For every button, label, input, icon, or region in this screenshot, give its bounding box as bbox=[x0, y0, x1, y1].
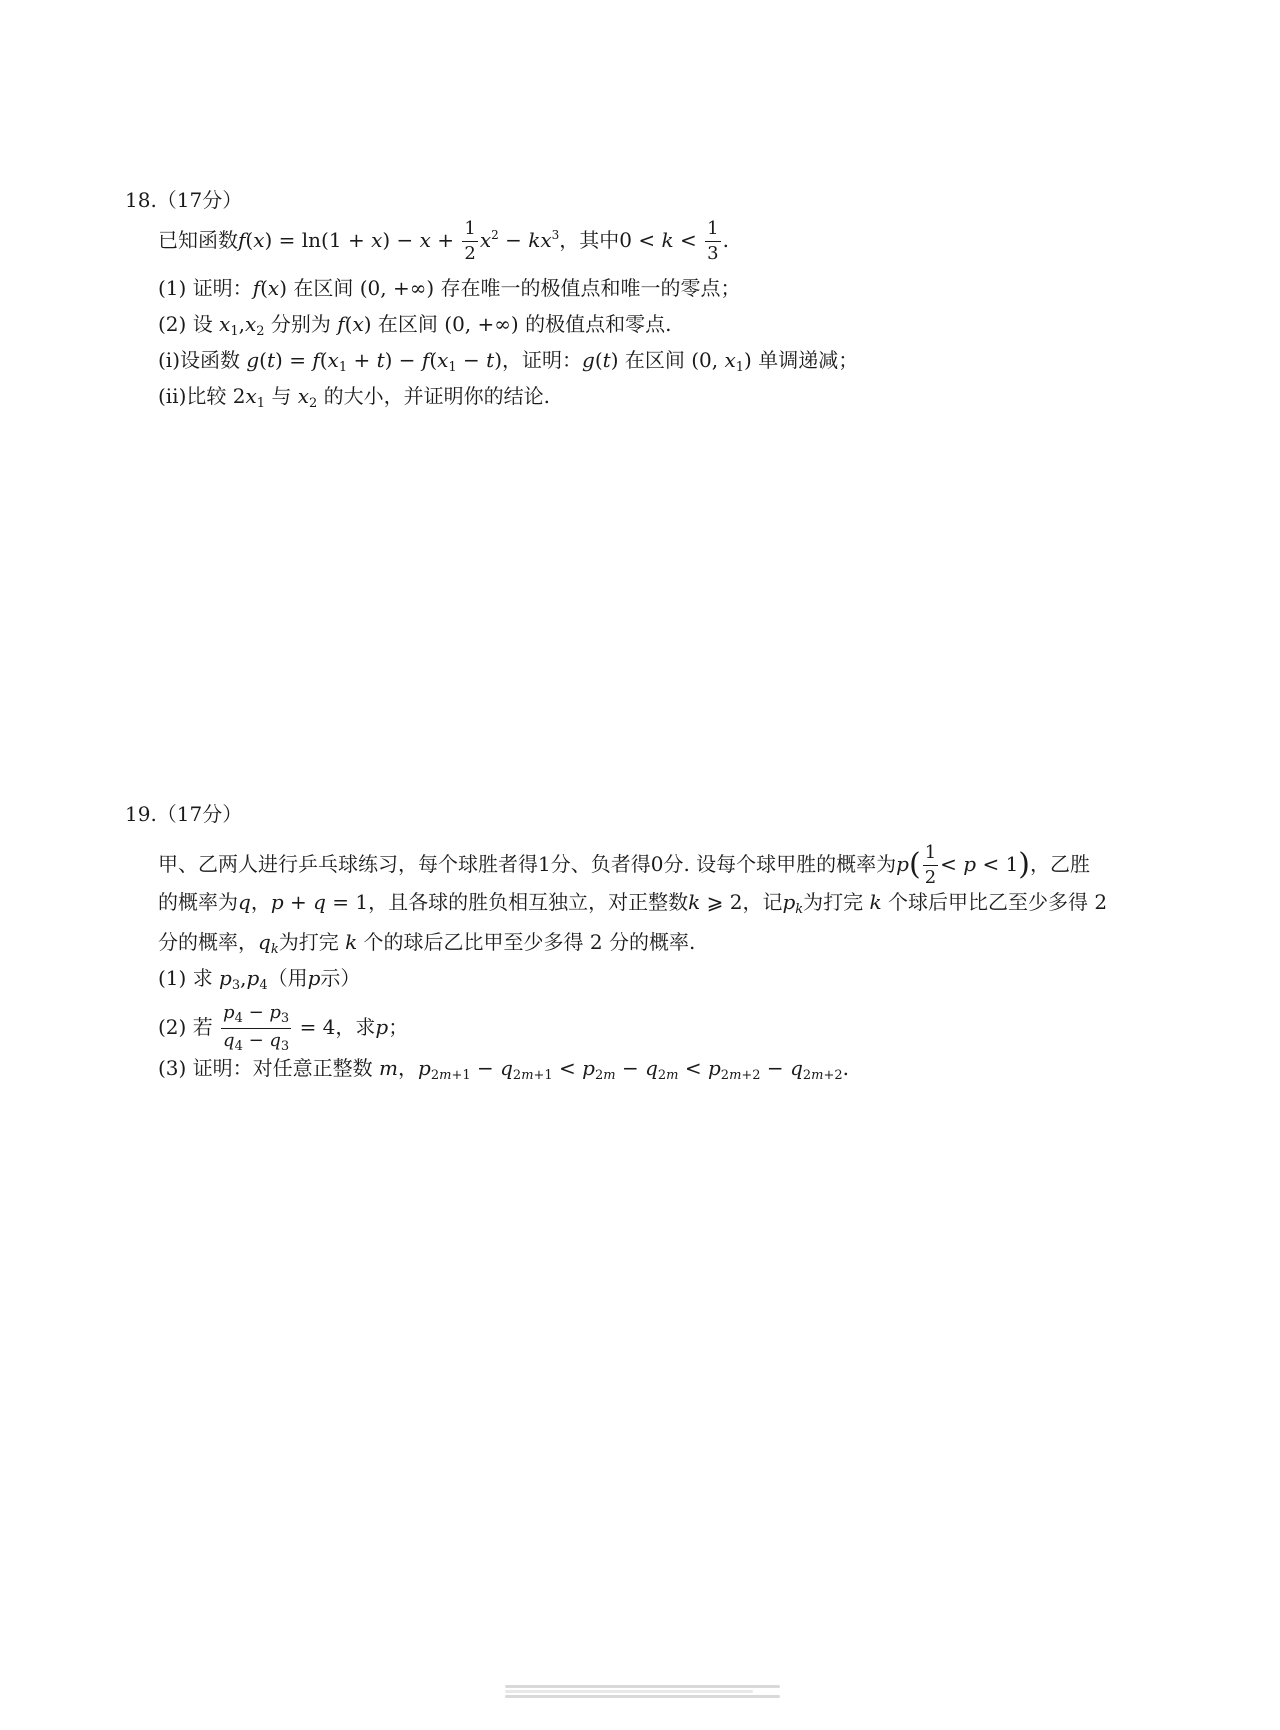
problem-19-line-1: 甲、乙两人进行乒乓球练习，每个球胜者得1分、负者得0分. 设每个球甲胜的概率为p( $\frac{1}{2}$ < p < 1)，乙胜 bbox=[158, 842, 1091, 888]
fraction-one-half-19: $\frac{1}{2}$ bbox=[924, 842, 937, 888]
problem-18-part-2-ii: (ⅱ)比较 $2x_1$ 与 $x_2$ 的大小，并证明你的结论. bbox=[158, 384, 551, 411]
problem-19-part-1: (1) 求 $p_3,p_4$（用p示） bbox=[158, 966, 361, 993]
statement-text-2: ，其中 bbox=[559, 228, 620, 252]
problem-18 bbox=[125, 186, 1155, 411]
problem-18-part-1: (1) 证明：f(x) 在区间 (0, +∞) 存在唯一的极值点和唯一的零点； bbox=[158, 276, 741, 300]
problem-19-line-3: 分的概率，$q_k$为打完 k 个的球后乙比甲至少多得 2 分的概率. bbox=[158, 930, 696, 957]
fraction-one-half: $\frac{1}{2}$ bbox=[464, 218, 476, 264]
problem-19-part-3: (3) 证明：对任意正整数 m，$p_{2m+1} - q_{2m+1} < p_{2m} - q_{2m} < p_{2m+2} - q_{2m+2}$. bbox=[158, 1056, 850, 1083]
problem-18-part-2-i: (ⅰ)设函数 $g(t) = f(x_1 + t) - f(x_1 - t)$，证明：g(t) 在区间 (0, $x_1$) 单调递减； bbox=[158, 348, 859, 375]
problem-18-header: 18.（17分） bbox=[125, 188, 243, 212]
problem-19-header: 19.（17分） bbox=[125, 802, 243, 826]
fraction-p-over-q: $\frac{p_4 - p_3}{q_4 - q_3}$ bbox=[223, 1002, 290, 1054]
fraction-one-third: $\frac{1}{3}$ bbox=[707, 218, 719, 264]
problem-19-line-2: 的概率为q，p + q = 1，且各球的胜负相互独立，对正整数k ⩾ 2，记$p_k$为打完 k 个球后甲比乙至少多得 2 bbox=[158, 890, 1108, 917]
problem-19-part-2: (2) 若 $\frac{p_4 - p_3}{q_4 - q_3}$ = 4，求p； bbox=[158, 1002, 409, 1054]
problem-18-part-2: (2) 设 $x_1,x_2$ 分别为 f(x) 在区间 (0, +∞) 的极值点和零点. bbox=[158, 312, 672, 339]
watermark-bar bbox=[505, 1683, 780, 1699]
problem-19 bbox=[125, 800, 1155, 1083]
statement-text: 已知函数 bbox=[158, 228, 238, 252]
problem-18-statement: 已知函数f(x) = ln(1 + x) − x + $\frac{1}{2}$ $x^2 - kx^3$，其中0 < k < $\frac{1}{3}$ . bbox=[158, 218, 729, 264]
